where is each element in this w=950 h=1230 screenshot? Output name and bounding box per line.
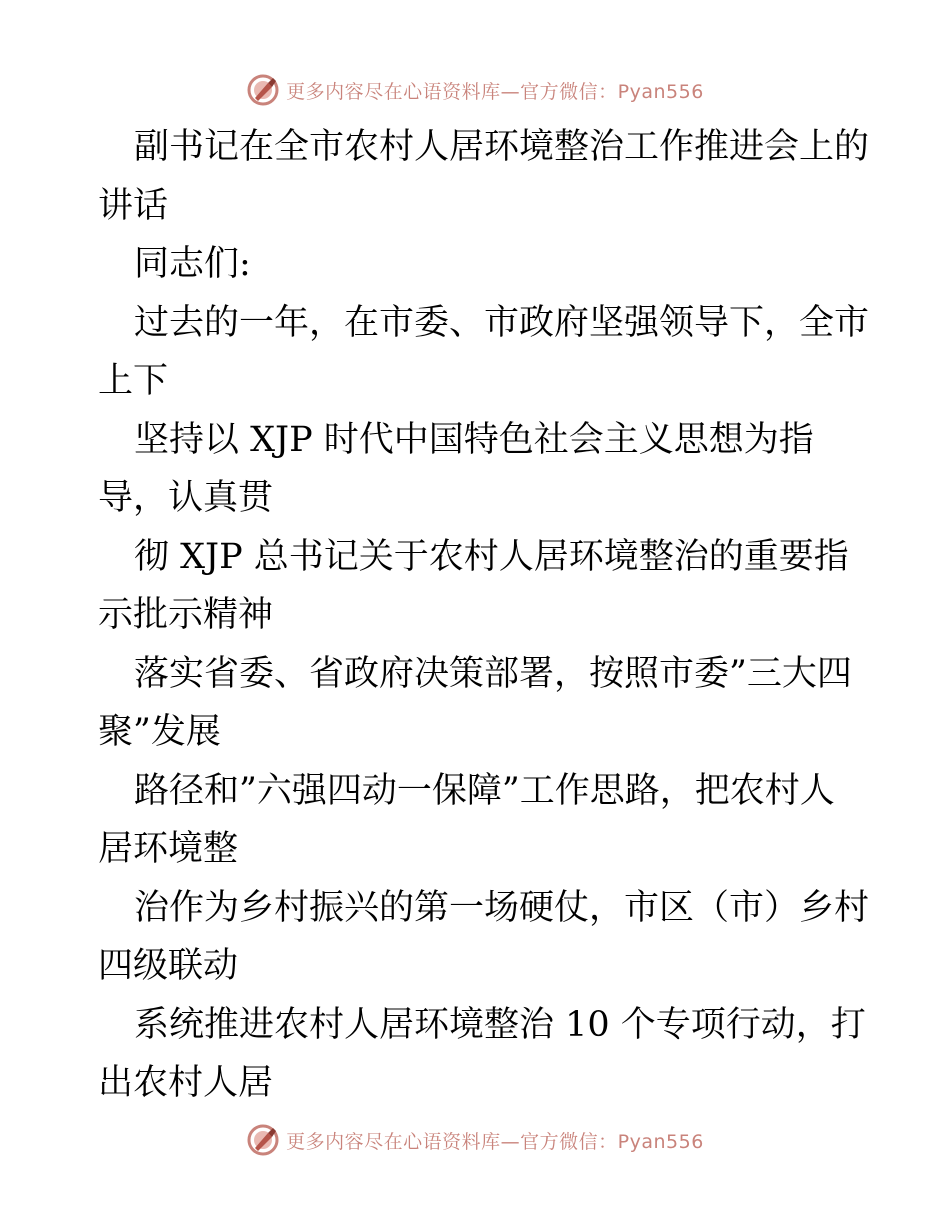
body-line: 过去的一年，在市委、市政府坚强领导下，全市 [134,302,870,343]
pen-nib-logo-icon [246,1123,280,1157]
body-line: 聚”发展 [98,712,221,752]
pen-nib-logo-icon [246,73,280,107]
title-line-1: 副书记在全市农村人居环境整治工作推进会上的 [134,127,870,167]
body-line: 路径和”六强四动一保障”工作思路，把农村人 [134,770,835,811]
body-line: 彻 XJP 总书记关于农村人居环境整治的重要指 [134,536,849,577]
document-body [98,118,870,1113]
salutation-line: 同志们: [134,244,251,284]
header-watermark-text: 更多内容尽在心语资料库—官方微信：Pyan556 [286,80,704,103]
body-line: 出农村人居 [98,1063,274,1103]
body-line: 导，认真贯 [98,478,274,518]
body-line: 落实省委、省政府决策部署，按照市委”三大四 [134,653,852,694]
title-line-2: 讲话 [98,185,169,226]
body-line: 示批示精神 [98,595,274,635]
body-line: 居环境整 [98,829,239,869]
body-line: 四级联动 [98,946,239,986]
footer-watermark-text: 更多内容尽在心语资料库—官方微信：Pyan556 [286,1130,704,1153]
body-line: 上下 [98,361,169,401]
body-line: 治作为乡村振兴的第一场硬仗，市区（市）乡村 [134,887,870,928]
body-line: 系统推进农村人居环境整治 10 个专项行动，打 [134,1004,866,1045]
footer-watermark-banner [0,1120,950,1160]
body-line: 坚持以 XJP 时代中国特色社会主义思想为指 [134,419,814,460]
header-watermark-banner [0,70,950,110]
